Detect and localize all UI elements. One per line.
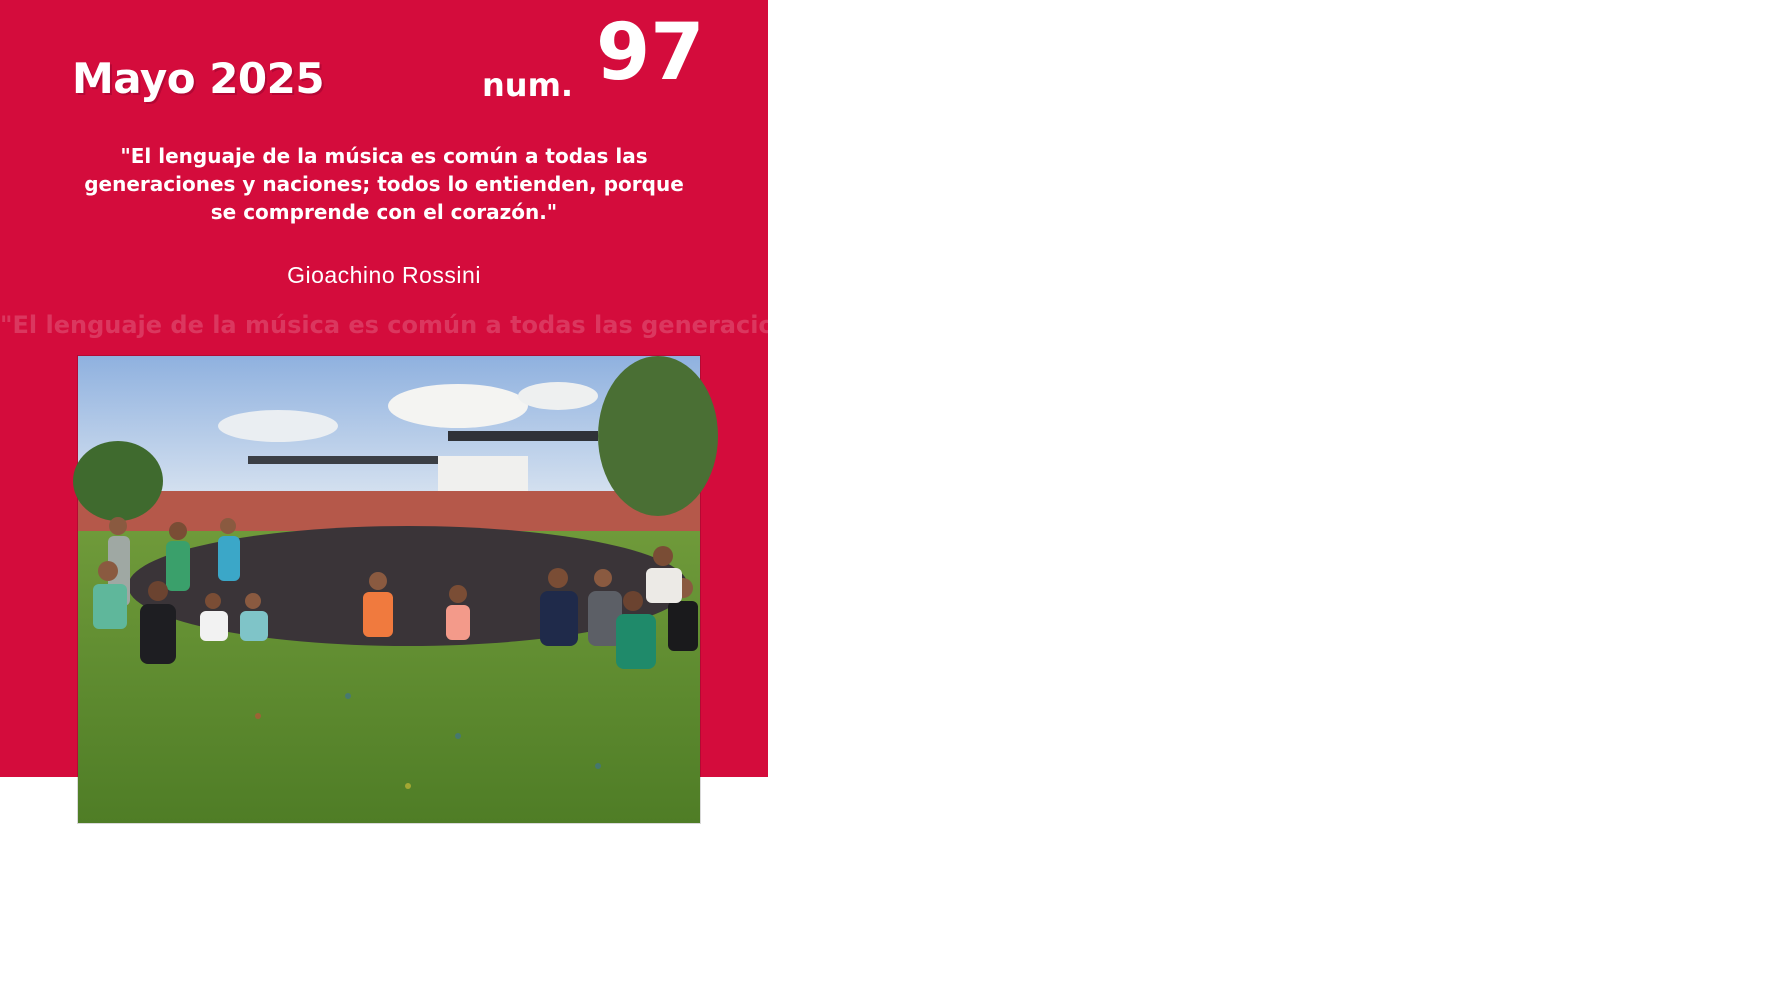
quote-author: Gioachino Rossini xyxy=(287,262,481,288)
quote-text: "El lenguaje de la música es común a todas las generaciones y naciones; todos lo entienden, porque se comprende con el corazón." xyxy=(84,144,684,224)
ghost-text: "El lenguaje de la música es común a todas las generaciones y naciones; todos lo entienden, porque se comprende con el corazón." xyxy=(0,311,1785,339)
issue-date: Mayo 2025 xyxy=(72,54,325,103)
group-photo xyxy=(77,355,701,824)
issue-number: 97 xyxy=(596,8,705,98)
issue-number-label: num. xyxy=(482,66,574,104)
